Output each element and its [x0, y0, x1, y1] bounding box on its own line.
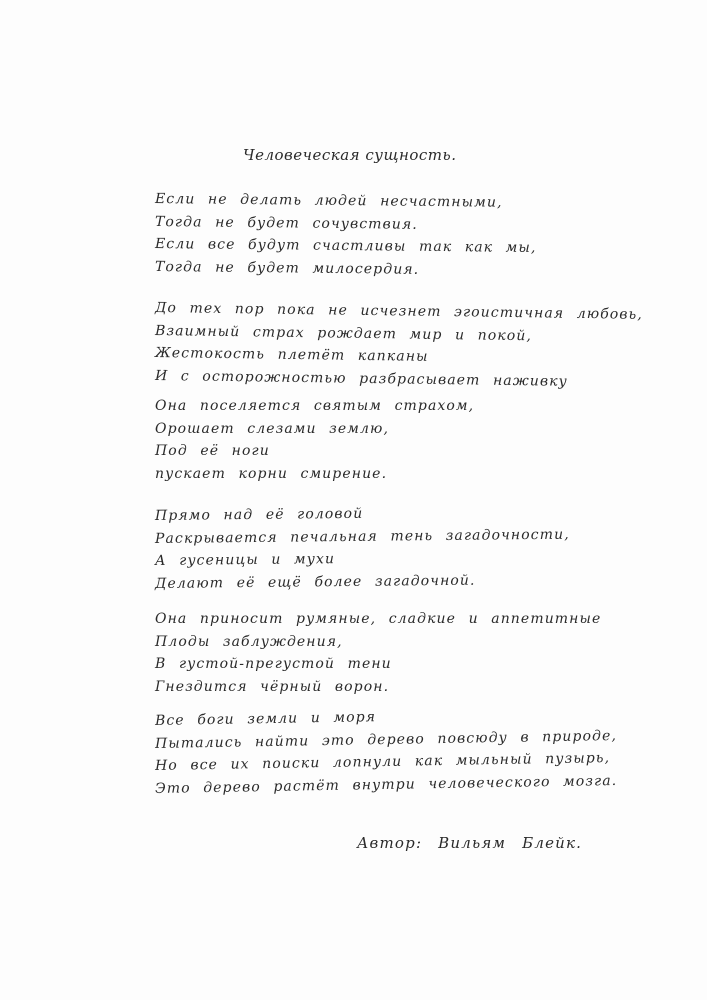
poem-line: Это дерево растёт внутри человеческого мозга.: [154, 772, 618, 797]
poem-line: А гусеницы и мухи: [154, 551, 336, 569]
poem-line: Гнездится чёрный ворон.: [155, 678, 390, 695]
poem-line: Прямо над её головой: [154, 505, 364, 524]
poem-line: До тех пор пока не исчезнет эгоистичная любовь,: [154, 300, 644, 323]
stanza-3: [155, 395, 474, 485]
poem-line: Она приносит румяные, сладкие и аппетитные: [155, 611, 602, 627]
stanza-6: [155, 710, 617, 800]
poem-line: Взаимный страх рождает мир и покой,: [154, 322, 533, 344]
poem-line: Она поселяется святым страхом,: [155, 398, 475, 414]
poem-line: В густой-прегустой тени: [155, 656, 392, 672]
author-signature: Автор: Вильям Блейк.: [357, 834, 583, 852]
poem-line: Делают её ещё более загадочной.: [154, 572, 476, 592]
stanza-4: [155, 505, 570, 595]
poem-line: Если не делать людей несчастными,: [154, 191, 503, 211]
stanza-5: [155, 608, 601, 698]
stanza-2: [154, 297, 644, 390]
stanza-1: [155, 188, 537, 278]
poem-line: Все боги земли и моря: [154, 709, 377, 729]
poem-line: Под её ноги: [155, 443, 270, 459]
poem-line: Тогда не будет милосердия.: [154, 258, 420, 278]
poem-line: Жестокость плетёт капканы: [154, 345, 429, 365]
poem-line: Тогда не будет сочувствия.: [154, 213, 418, 233]
poem-title: Человеческая сущность.: [243, 146, 457, 164]
poem-line: Плоды заблуждения,: [155, 633, 343, 650]
poem-line: И с осторожностью разбрасывает наживку: [154, 367, 568, 390]
poem-line: Но все их поиски лопнули как мыльный пузырь,: [154, 750, 611, 774]
poem-line: Пытались найти это дерево повсюду в природе,: [154, 727, 618, 752]
poem-line: Орошает слезами землю,: [155, 420, 390, 437]
poem-line: Если все будут счастливы так как мы,: [154, 236, 537, 256]
poem-line: пускает корни смирение.: [155, 465, 388, 482]
poem-line: Раскрывается печальная тень загадочности,: [154, 526, 570, 547]
